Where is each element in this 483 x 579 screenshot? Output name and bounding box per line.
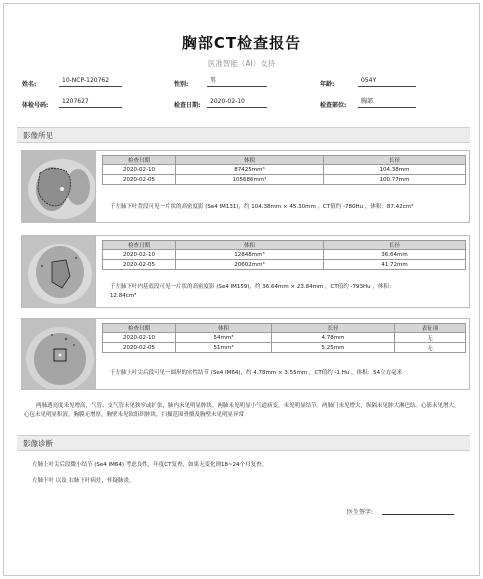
column-header: 体积 — [176, 156, 324, 165]
finding-card — [21, 318, 470, 390]
exam-site-label: 检查部位: — [320, 102, 347, 109]
exam-site-value: 胸部 — [358, 97, 416, 108]
column-header: 检查日期 — [103, 156, 176, 165]
column-header: 长径 — [272, 324, 395, 333]
table-cell: 54mm³ — [176, 333, 272, 343]
findings-section-header: 影像所见 — [17, 127, 470, 143]
column-header: 检查日期 — [103, 241, 176, 250]
ct-scan-thumbnail — [22, 319, 96, 389]
table-row — [103, 250, 466, 260]
table-row — [103, 175, 466, 185]
age-label: 年龄: — [320, 81, 335, 88]
signature-line[interactable] — [382, 514, 454, 515]
ct-scan-thumbnail — [22, 236, 96, 307]
report-page — [3, 3, 480, 576]
table-cell: 5.25mm — [272, 343, 395, 353]
table-cell: 2020-02-10 — [103, 333, 176, 343]
finding-card — [21, 150, 470, 223]
table-cell: 20602mm³ — [176, 260, 324, 270]
table-cell: 41.72mm — [324, 260, 466, 270]
table-cell: 12848mm³ — [176, 250, 324, 260]
column-header: 长径 — [324, 241, 466, 250]
report-title: 胸部CT检查报告 — [181, 34, 302, 52]
table-cell: 2020-02-05 — [103, 343, 176, 353]
table-cell: 105686mm³ — [176, 175, 324, 185]
gender-label: 性别: — [174, 81, 189, 88]
column-header: 长径 — [324, 156, 466, 165]
table-cell: 2020-02-05 — [103, 175, 176, 185]
column-header: 体积 — [176, 324, 272, 333]
table-cell: 4.78mm — [272, 333, 395, 343]
table-cell: 51mm³ — [176, 343, 272, 353]
name-value: 10-NCP-120762 — [59, 76, 122, 87]
table-cell: 2020-02-10 — [103, 250, 176, 260]
finding-table — [102, 155, 466, 185]
diagnosis-section-header: 影像诊断 — [17, 435, 470, 451]
finding-description: 于左肺上叶尖后段可见一圆形的实性结节 (Se4 IM64)，约 4.78mm × 3.55mm ，CT值约 -1 Hu ，体积：54立方毫米 — [110, 370, 403, 376]
table-cell: 36.64mm — [324, 250, 466, 260]
exam-no-label: 体检号码: — [22, 102, 49, 109]
table-cell: 2020-02-05 — [103, 260, 176, 270]
gender-value: 男 — [207, 76, 267, 87]
exam-date-label: 检查日期: — [174, 102, 201, 109]
finding-description: 于左肺下叶内基底段可见一片状的高密度影 (Se4 IM159)，约 36.64mm × 23.84mm ，CT值约 -793Hu ，体积：12.84cm³ — [110, 284, 395, 299]
name-label: 姓名: — [22, 81, 37, 88]
table-cell: 2020-02-10 — [103, 165, 176, 175]
table-row — [103, 343, 466, 353]
table-row — [103, 333, 466, 343]
column-header: 表征项 — [395, 324, 466, 333]
column-header: 体积 — [176, 241, 324, 250]
exam-no-value: 1207627 — [59, 97, 122, 108]
table-cell: 无 — [395, 343, 466, 353]
finding-table — [102, 323, 466, 353]
signature-label: 医生签字: — [347, 509, 374, 516]
diagnosis-line: 左肺上叶尖后段微小结节 (Se4 IM64) 考虑良性，年度CT复查，如果无变化则18~24个月复查。 — [32, 462, 268, 468]
column-header: 检查日期 — [103, 324, 176, 333]
finding-description: 于左肺下叶背段可见一片状的高密度影 (Se4 IM131)，约 104.38mm × 45.30mm ，CT值约 -780Hu ，体积：87.42cm³ — [110, 204, 414, 210]
finding-card — [21, 235, 470, 308]
exam-date-value: 2020-02-10 — [207, 97, 267, 108]
findings-summary: 两肺透亮度未见增高，气管、支气管未见狭窄或扩张，肺内未见明显肿块。两肺未见明显小气道病变，未见明显结节。两肺门未见增大，纵隔未见肿大淋巴结。心影未见增大，心包未见明显积液。胸膜无增厚，胸壁未见软组织肿块，扫描范围骨骼及胸壁未见明显异常 — [24, 403, 460, 418]
ct-scan-thumbnail — [22, 151, 96, 222]
diagnosis-line: 左肺下叶 以及 右肺下叶病灶，怀疑肺炎。 — [32, 478, 135, 484]
age-value: 054Y — [358, 76, 416, 87]
table-cell: 104.38mm — [324, 165, 466, 175]
report-subtitle: 医准智能（AI）支持 — [207, 59, 276, 68]
table-row — [103, 165, 466, 175]
table-cell: 100.77mm — [324, 175, 466, 185]
table-cell: 无 — [395, 333, 466, 343]
table-cell: 87425mm³ — [176, 165, 324, 175]
table-row — [103, 260, 466, 270]
finding-table — [102, 240, 466, 270]
